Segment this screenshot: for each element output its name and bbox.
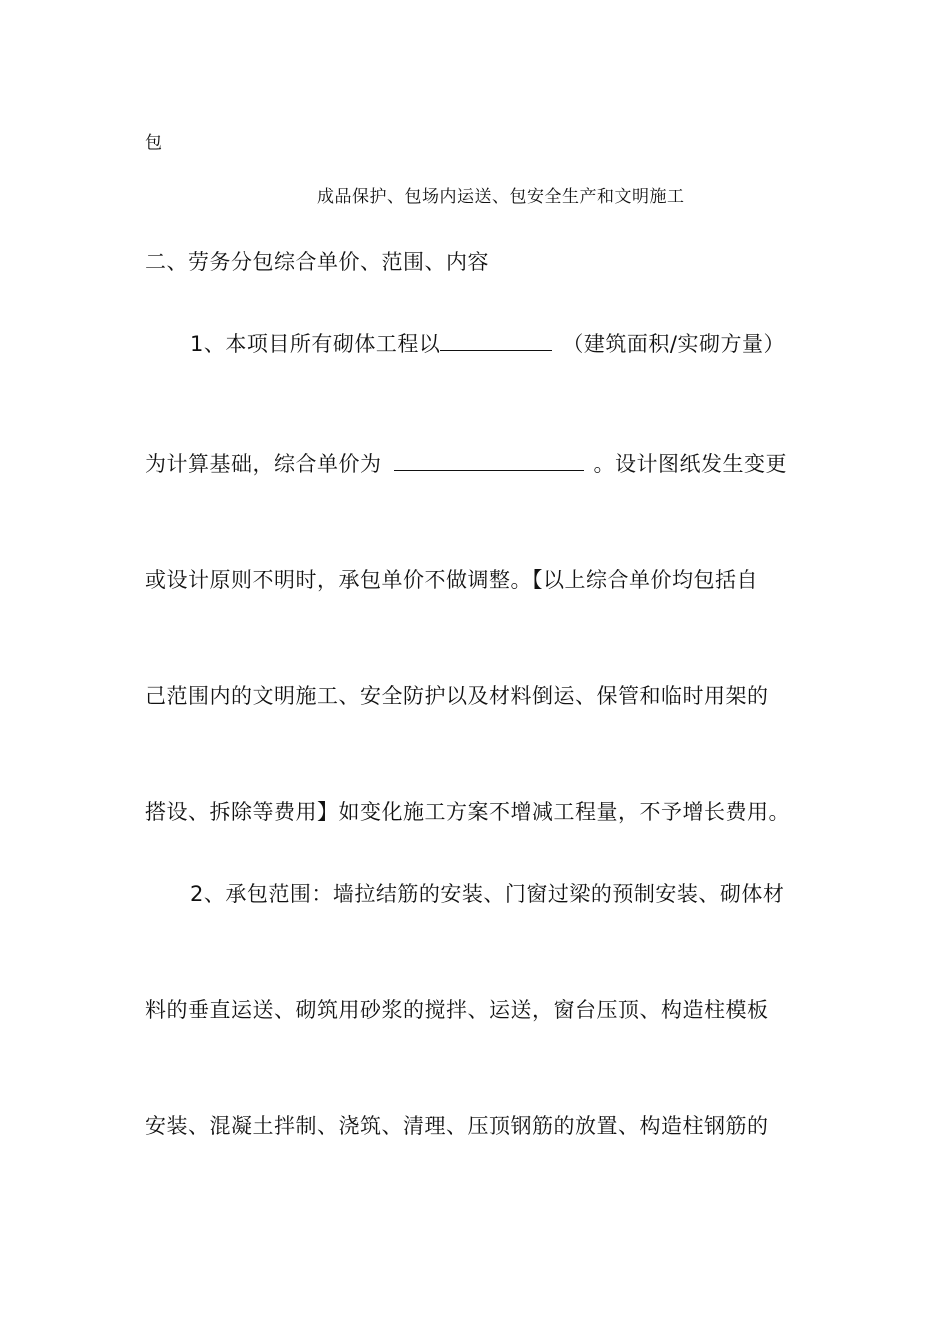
item-1-line-2 <box>145 448 787 478</box>
text-line-scope-summary: 成品保护、包场内运送、包安全生产和文明施工 <box>317 187 685 207</box>
item-1-line-2-suffix: 。设计图纸发生变更 <box>593 452 787 476</box>
item-1-suffix: （建筑面积/实砌方量） <box>562 332 785 356</box>
item-1-prefix: 1、本项目所有砌体工程以 <box>190 332 441 356</box>
paragraph-1-line-2: 己范围内的文明施工、安全防护以及材料倒运、保管和临时用架的 <box>145 684 769 708</box>
blank-field-unit-price <box>394 452 584 471</box>
item-1-line <box>190 328 785 358</box>
item-1-line-2-prefix: 为计算基础，综合单价为 <box>145 452 382 476</box>
paragraph-1-line-1: 或设计原则不明时，承包单价不做调整。【以上综合单价均包括自 <box>145 568 758 592</box>
paragraph-1-line-3: 搭设、拆除等费用】如变化施工方案不增减工程量，不予增长费用。 <box>145 800 790 824</box>
paragraph-2-line-3: 安装、混凝土拌制、浇筑、清理、压顶钢筋的放置、构造柱钢筋的 <box>145 1114 769 1138</box>
paragraph-2-line-1: 2、承包范围：墙拉结筋的安装、门窗过梁的预制安装、砌体材 <box>190 882 785 906</box>
paragraph-2-line-2: 料的垂直运送、砌筑用砂浆的搅拌、运送，窗台压顶、构造柱模板 <box>145 998 769 1022</box>
blank-field-basis <box>440 332 552 351</box>
section-heading: 二、劳务分包综合单价、范围、内容 <box>145 250 489 274</box>
text-line-bao: 包 <box>145 133 163 153</box>
